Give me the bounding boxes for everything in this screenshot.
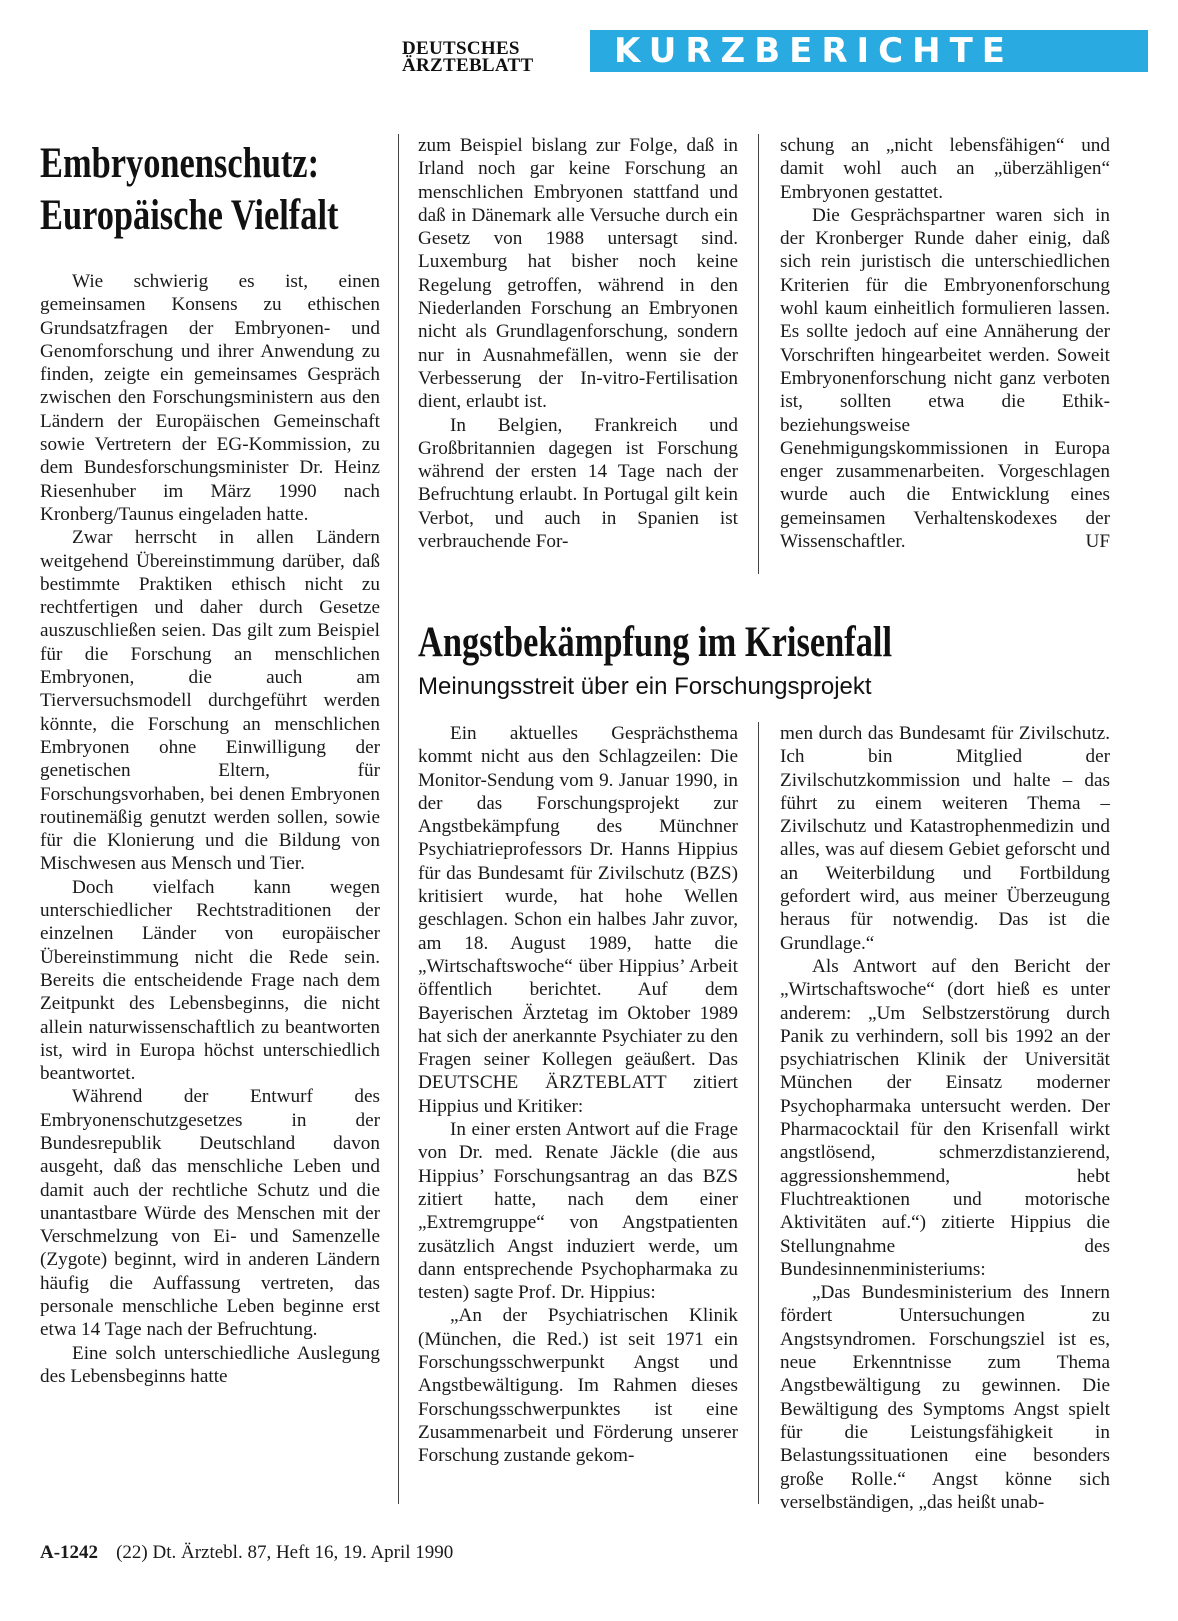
paragraph: men durch das Bundesamt für Zivilschutz. Ich bin Mitglied der Zivilschutzkommission und halte – das führt zu einem weiteren Thema – Zivilschutz und Katastrophenmedizin und alles, was auf diesem Gebiet geforscht und an Weiterbildung und Fortbildung gefordert wird, aus meiner Überzeugung heraus für notwendig. Das ist die Grundlage.“ (780, 723, 1110, 954)
paragraph: schung an „nicht lebensfähigen“ und damit wohl auch an „überzähligen“ Embryonen gestattet. (780, 135, 1110, 203)
paragraph (780, 204, 1110, 553)
paragraph: In Belgien, Frankreich und Großbritannien dagegen ist Forschung während der ersten 14 Tage nach der Befruchtung erlaubt. In Portugal gilt kein Verbot, und auch in Spanien ist verbrauchende For- (418, 414, 738, 553)
paragraph: Als Antwort auf den Bericht der „Wirtschaftswoche“ (dort hieß es unter anderem: „Um Selbstzerstörung durch Panik zu verhindern, soll bis 1992 an der psychiatrischen Klinik der Universität München der Einsatz moderner Psychopharmaka untersucht werden. Der Pharmacocktail für den Krisenfall wirkt angstlösend, schmerzdistanzierend, aggressionshemmend, hebt Fluchtreaktionen und motorische Aktivitäten auf.“) zitierte Hippius die Stellungnahme des Bundesinnenministeriums: (780, 955, 1110, 1280)
column-divider (398, 134, 399, 1504)
paragraph: „Das Bundesministerium des Innern fördert Untersuchungen zu Angstsyndromen. Forschungsziel ist es, neue Erkenntnisse zum Thema Angstbewältigung zu gewinnen. Die Bewältigung des Symptoms Angst spielt für die Leistungsfähigkeit in Belastungssituationen eine besonders große Rolle.“ Angst könne sich verselbständigen, „das heißt unab- (780, 1282, 1110, 1513)
article2-column-left (418, 722, 738, 1468)
section-banner: KURZBERICHTE (590, 30, 1148, 72)
paragraph: Zwar herrscht in allen Ländern weitgehend Übereinstimmung darüber, daß bestimmte Praktiken ethisch nicht zu rechtfertigen und daher durch Gesetze auszuschließen seien. Das gilt zum Beispiel für die Forschung an menschlichen Embryonen, die auch am Tierversuchsmodell durchgeführt werden könnte, die Forschung an menschlichen Embryonen ohne Einwilligung der genetischen Eltern, für Forschungsvorhaben, bei denen Embryonen routinemäßig genutzt werden sollen, sowie für die Klonierung und die Bildung von Mischwesen aus Mensch und Tier. (40, 527, 380, 875)
article1-column-2 (418, 134, 738, 553)
logo-line-1: DEUTSCHES (402, 38, 520, 59)
article1-column-1 (40, 270, 380, 1388)
page-number: A-1242 (40, 1542, 99, 1563)
paragraph-text: Die Gesprächspartner waren sich in der Kronberger Runde daher einig, daß sich rein juristisch die unterschiedlichen Kriterien für die Embryonenforschung wohl kaum einheitlich formulieren lassen. Es sollte jedoch auf eine Annäherung der Vorschriften hingearbeitet werden. Soweit Embryonenforschung nicht ganz verboten ist, sollten etwa die Ethik- beziehungsweise Genehmigungskommissionen in Europa enger zusammenarbeiten. Vorgeschlagen wurde auch die Entwicklung eines gemeinsamen Verhaltenskodexes der Wissenschaftler. (780, 204, 1110, 553)
column-divider (758, 134, 759, 574)
column-divider (758, 722, 759, 1504)
article2-subtitle: Meinungsstreit über ein Forschungsprojekt (418, 673, 872, 700)
article2-title: Angstbekämpfung im Krisenfall (418, 619, 893, 666)
article1-title-line2: Europäische Vielfalt (40, 192, 339, 239)
paragraph: „An der Psychiatrischen Klinik (München, die Red.) ist seit 1971 ein Forschungsschwerpunkt Angst und Angstbewältigung. Im Rahmen dieses Forschungsschwerpunktes ist eine Zusammenarbeit und Förderung unserer Forschung zustande gekom- (418, 1305, 738, 1467)
paragraph: Eine solch unterschiedliche Auslegung des Lebensbeginns hatte (40, 1342, 380, 1387)
journal-logo (402, 40, 582, 74)
article1-column-3 (780, 134, 1110, 553)
author-initials: UF (1085, 531, 1110, 553)
article1-title-line1: Embryonenschutz: (40, 140, 320, 187)
paragraph: zum Beispiel bislang zur Folge, daß in Irland noch gar keine Forschung an menschlichen Embryonen stattfand und daß in Dänemark alle Versuche durch ein Gesetz von 1988 untersagt sind. Luxemburg hat bisher noch keine Regelung getroffen, während in den Niederlanden Forschung an Embryonen nicht als Grundlagenforschung, sondern nur in Ausnahmefällen, wenn sie der Verbesserung der In-vitro-Fertilisation dient, erlaubt ist. (418, 135, 738, 413)
citation: (22) Dt. Ärztebl. 87, Heft 16, 19. April 1990 (116, 1542, 454, 1563)
logo-line-2: ÄRZTEBLATT (402, 55, 534, 76)
paragraph: Während der Entwurf des Embryonenschutzgesetzes in der Bundesrepublik Deutschland davon ausgeht, daß das menschliche Leben und damit auch der rechtliche Schutz und die unantastbare Würde des Menschen mit der Verschmelzung von Ei- und Samenzelle (Zygote) beginnt, wird in anderen Ländern häufig die Auffassung vertreten, das personale menschliche Leben beginne erst etwa 14 Tage nach der Befruchtung. (40, 1086, 380, 1341)
article1-title (40, 138, 338, 242)
paragraph: In einer ersten Antwort auf die Frage von Dr. med. Renate Jäckle (die aus Hippius’ Forschungsantrag an das BZS zitiert hatte, nach dem einer „Extremgruppe“ von Angstpatienten zusätzlich Angst induziert werde, um dann entsprechende Psychopharmaka zu testen) sagte Prof. Dr. Hippius: (418, 1119, 738, 1304)
paragraph: Ein aktuelles Gesprächsthema kommt nicht aus den Schlagzeilen: Die Monitor-Sendung vom 9. Januar 1990, in der das Forschungsprojekt zur Angstbekämpfung des Münchner Psychiatrieprofessors Dr. Hanns Hippius für das Bundesamt für Zivilschutz (BZS) kritisiert wurde, hat hohe Wellen geschlagen. Schon ein halbes Jahr zuvor, am 18. August 1989, hatte die „Wirtschaftswoche“ über Hippius’ Arbeit öffentlich berichtet. Auf dem Bayerischen Ärztetag im Oktober 1989 hat sich der anerkannte Psychiater zu den Fragen seiner Kollegen geäußert. Das DEUTSCHE ÄRZTEBLATT zitiert Hippius und Kritiker: (418, 723, 738, 1117)
page-footer (40, 1542, 453, 1564)
paragraph: Doch vielfach kann wegen unterschiedlicher Rechtstraditionen der einzelnen Länder von europäischer Übereinstimmung nicht die Rede sein. Bereits die entscheidende Frage nach dem Zeitpunkt des Lebensbeginns, die nicht allein naturwissenschaftlich zu beantworten ist, wird in Europa höchst unterschiedlich beantwortet. (40, 876, 380, 1085)
paragraph: Wie schwierig es ist, einen gemeinsamen Konsens zu ethischen Grundsatzfragen der Embryonen- und Genomforschung und ihrer Anwendung zu finden, zeigte ein gemeinsames Gespräch zwischen den Forschungsministern aus den Ländern der Europäischen Gemeinschaft sowie Vertretern der EG-Kommission, zu dem Bundesforschungsminister Dr. Heinz Riesenhuber im März 1990 nach Kronberg/Taunus eingeladen hatte. (40, 271, 380, 525)
article2-column-right (780, 722, 1110, 1514)
